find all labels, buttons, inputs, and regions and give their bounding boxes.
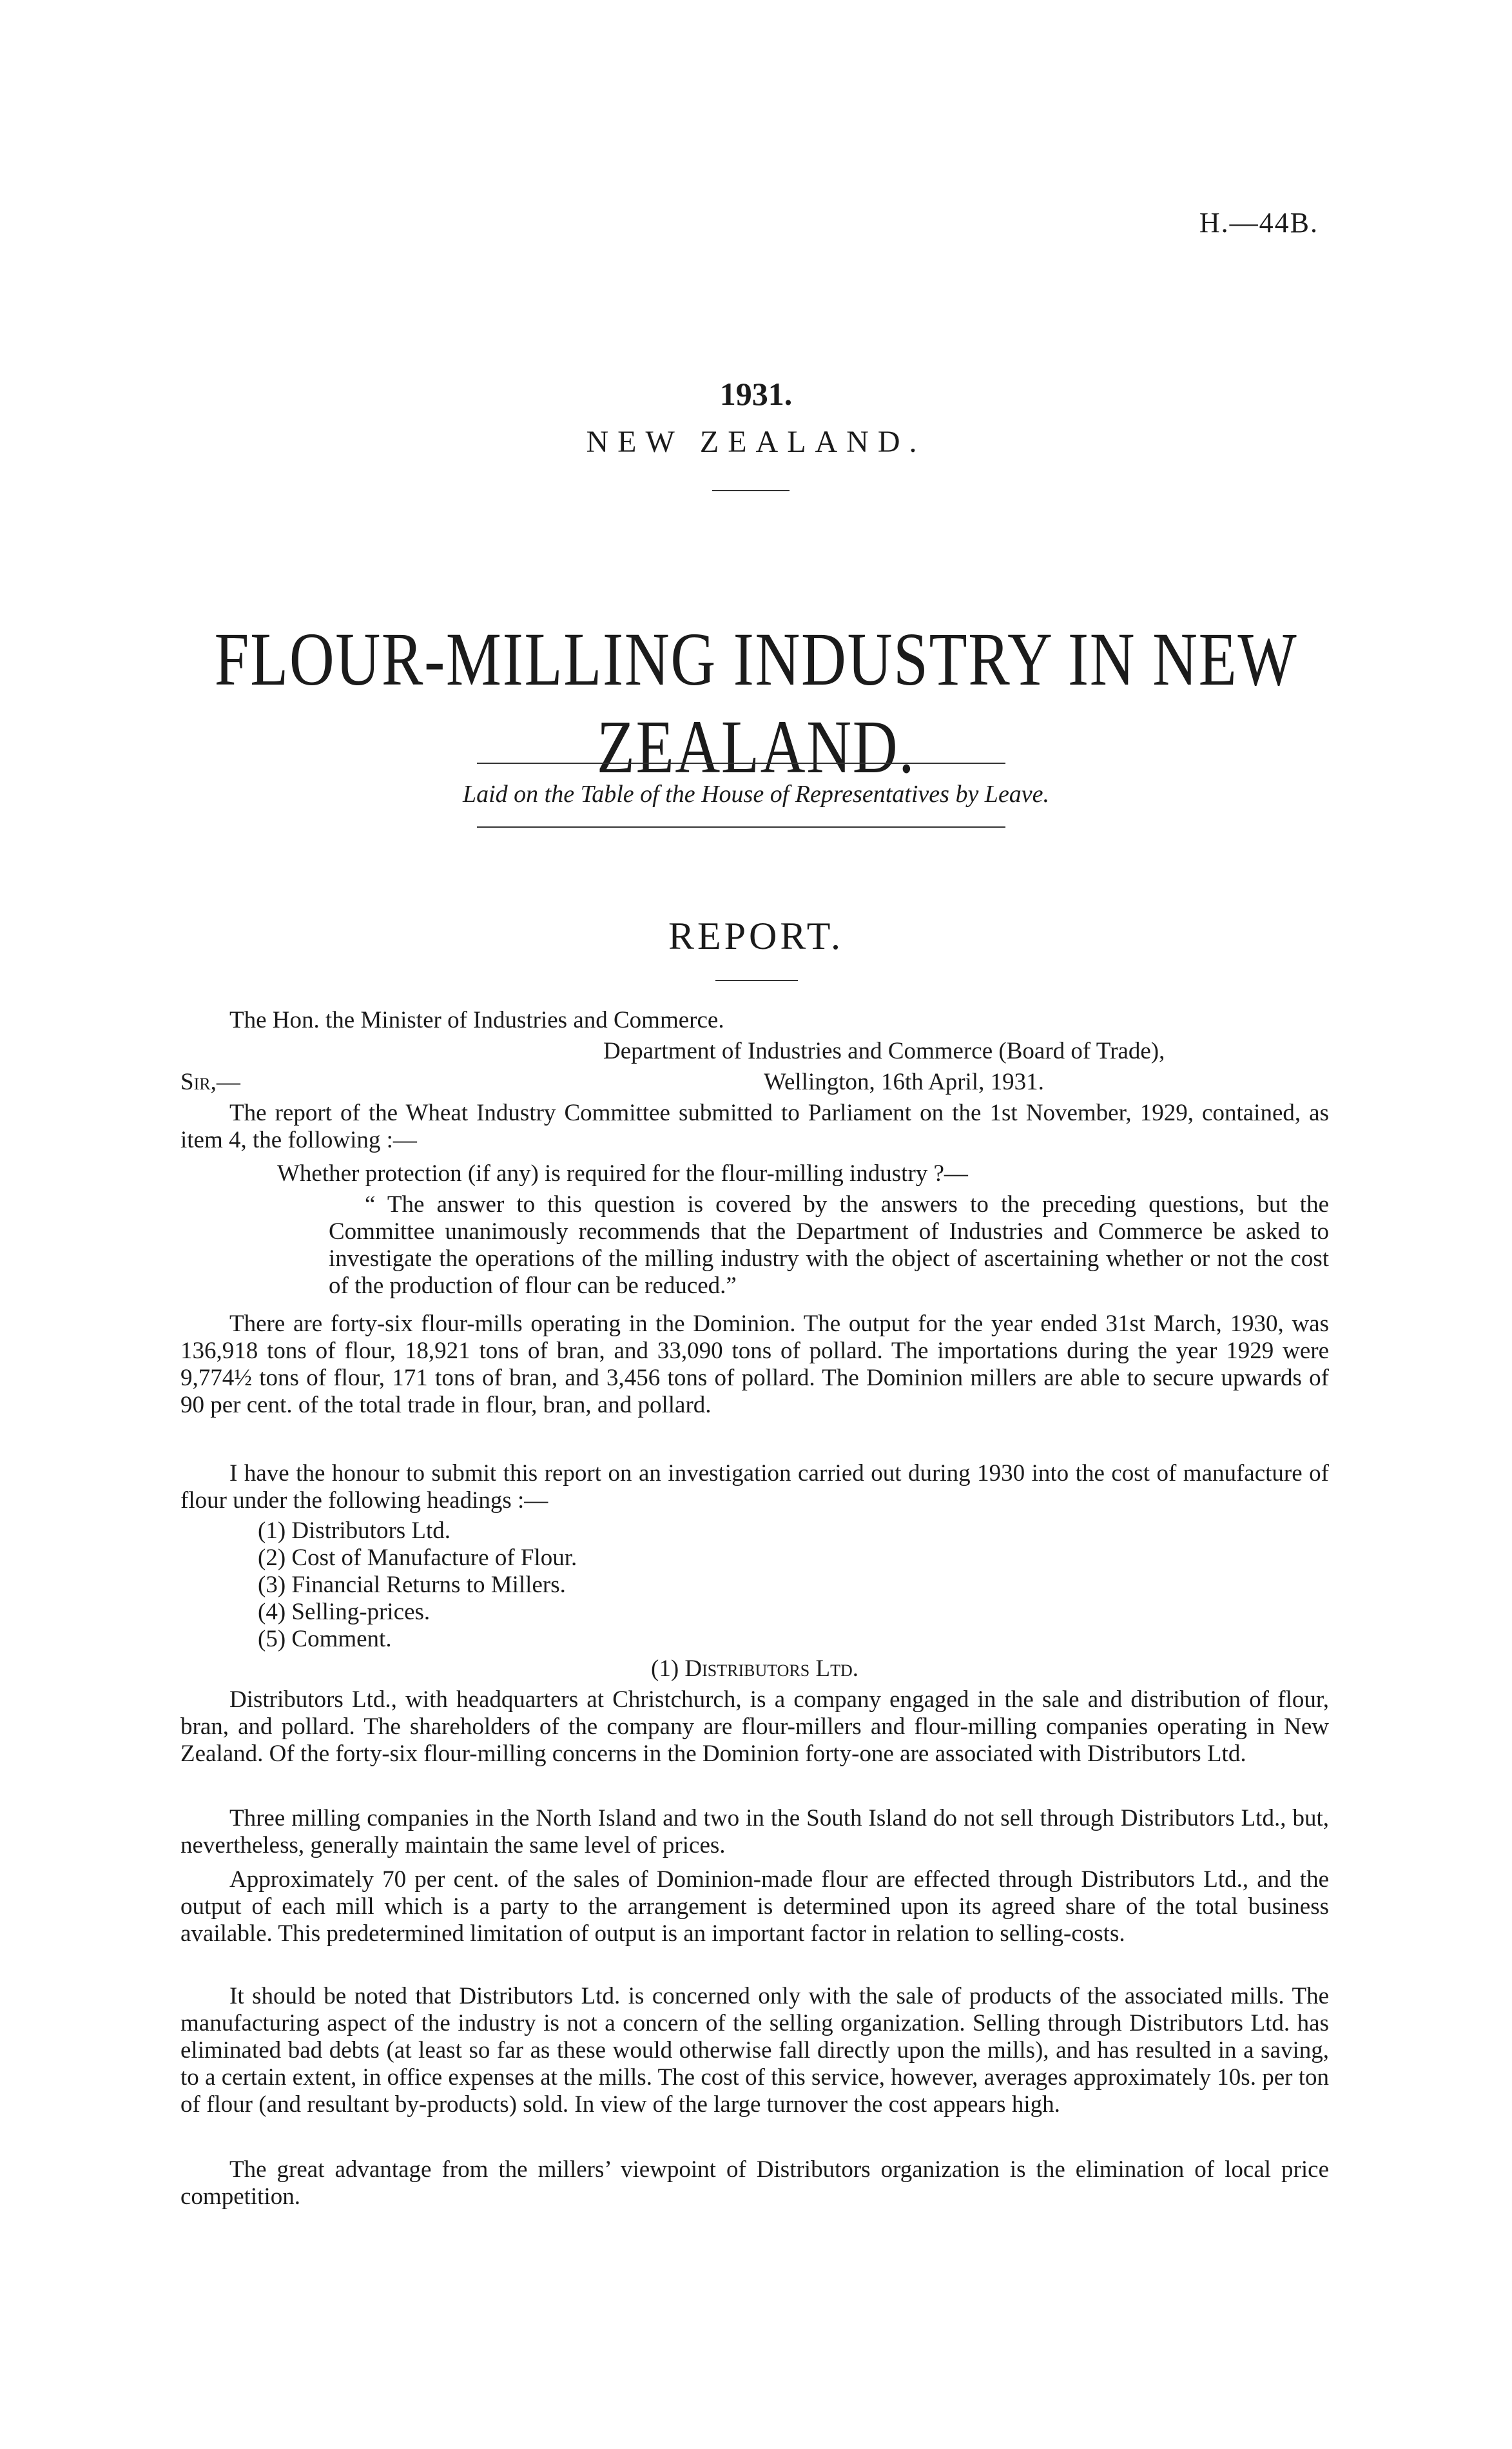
question: [180, 1160, 1329, 1187]
list-item: (4) Selling-prices.: [258, 1599, 431, 1625]
quotation-text: “ The answer to this question is covered by the answers to the preceding questions, but the Committee unanimously recommends that the Department of Industries and Commerce be asked to investigate the operations of the milling industry with the object of ascertaining whether or not the cost of the production of flour can be reduced.”: [329, 1191, 1329, 1299]
paragraph-text: The great advantage from the millers’ viewpoint of Distributors organization is the elimination of local price competition.: [180, 2156, 1329, 2210]
paragraph: [180, 1983, 1329, 2118]
addressee-line: The Hon. the Minister of Industries and Commerce.: [229, 1007, 724, 1033]
paragraph-text: The report of the Wheat Industry Committee submitted to Parliament on the 1st November, 1929, contained, as item 4, the following :—: [180, 1100, 1329, 1153]
paragraph: [180, 1460, 1329, 1514]
salutation-row: [180, 1069, 1329, 1096]
document-reference: H.—44B.: [1199, 207, 1319, 239]
addressee: [180, 1007, 1329, 1034]
paragraph-text: Distributors Ltd., with headquarters at Christchurch, is a company engaged in the sale and distribution of flour, bran, and pollard. The shareholders of the company are flour-millers and flour-milling companies operating in New Zealand. Of the forty-six flour-milling concerns in the Dominion forty-one are associated with Distributors Ltd.: [180, 1686, 1329, 1767]
quotation: [329, 1191, 1329, 1300]
divider: [477, 826, 1005, 828]
divider: [715, 980, 798, 981]
list-item: (5) Comment.: [258, 1626, 392, 1652]
divider: [712, 490, 790, 491]
list-item: (2) Cost of Manufacture of Flour.: [258, 1545, 577, 1571]
question-text: Whether protection (if any) is required for the flour-milling industry ?—: [277, 1160, 968, 1187]
paragraph: [180, 2156, 1329, 2210]
list-item: (3) Financial Returns to Millers.: [258, 1572, 566, 1598]
document-title: FLOUR-MILLING INDUSTRY IN NEW ZEALAND.: [214, 617, 1298, 789]
paragraph-text: It should be noted that Distributors Ltd. is concerned only with the sale of products of the associated mills. The manufacturing aspect of the industry is not a concern of the selling organization. Selling through Distributors Ltd. has eliminated bad debts (at least so far as these would otherwise fall directly upon the mills), and has resulted in a saving, to a certain extent, in office expenses at the mills. The cost of this service, however, averages approximately 10s. per ton of flour (and resultant by-products) sold. In view of the large turnover the cost appears high.: [180, 1983, 1329, 2118]
headings-list: [258, 1517, 902, 1653]
divider: [477, 763, 1005, 764]
paragraph-text: I have the honour to submit this report on an investigation carried out during 1930 into the cost of manufacture of flour under the following headings :—: [180, 1460, 1329, 1514]
paragraph-text: Three milling companies in the North Island and two in the South Island do not sell through Distributors Ltd., but, nevertheless, generally maintain the same level of prices.: [180, 1805, 1329, 1859]
sender-block: [180, 1038, 1329, 1065]
paragraph: [180, 1686, 1329, 1768]
country: NEW ZEALAND.: [586, 425, 926, 459]
section-heading: [180, 1655, 1329, 1683]
list-item: (1) Distributors Ltd.: [258, 1517, 451, 1544]
year: 1931.: [719, 376, 793, 412]
paragraph: [180, 1311, 1329, 1419]
paragraph: [180, 1805, 1329, 1859]
sender-line-1: Department of Industries and Commerce (Board of Trade),: [603, 1038, 1165, 1064]
salutation: Sir,—: [180, 1069, 240, 1095]
paragraph-text: Approximately 70 per cent. of the sales of Dominion-made flour are effected through Distributors Ltd., and the output of each mill which is a party to the arrangement is determined upon its agreed share of the total business available. This predetermined limitation of output is an important factor in relation to selling-costs.: [180, 1866, 1329, 1947]
report-heading: REPORT.: [668, 915, 844, 957]
sender-line-2: Wellington, 16th April, 1931.: [764, 1069, 1044, 1095]
paragraph: [180, 1100, 1329, 1154]
paragraph: [180, 1866, 1329, 1947]
laid-notice: Laid on the Table of the House of Representatives by Leave.: [462, 781, 1050, 808]
paragraph-text: There are forty-six flour-mills operating in the Dominion. The output for the year ended 31st March, 1930, was 136,918 tons of flour, 18,921 tons of bran, and 33,090 tons of pollard. The importations during the year 1929 were 9,774½ tons of flour, 171 tons of bran, and 3,456 tons of pollard. The Dominion millers are able to secure upwards of 90 per cent. of the total trade in flour, bran, and pollard.: [180, 1311, 1329, 1418]
section-heading-text: (1) Distributors Ltd.: [651, 1655, 858, 1682]
